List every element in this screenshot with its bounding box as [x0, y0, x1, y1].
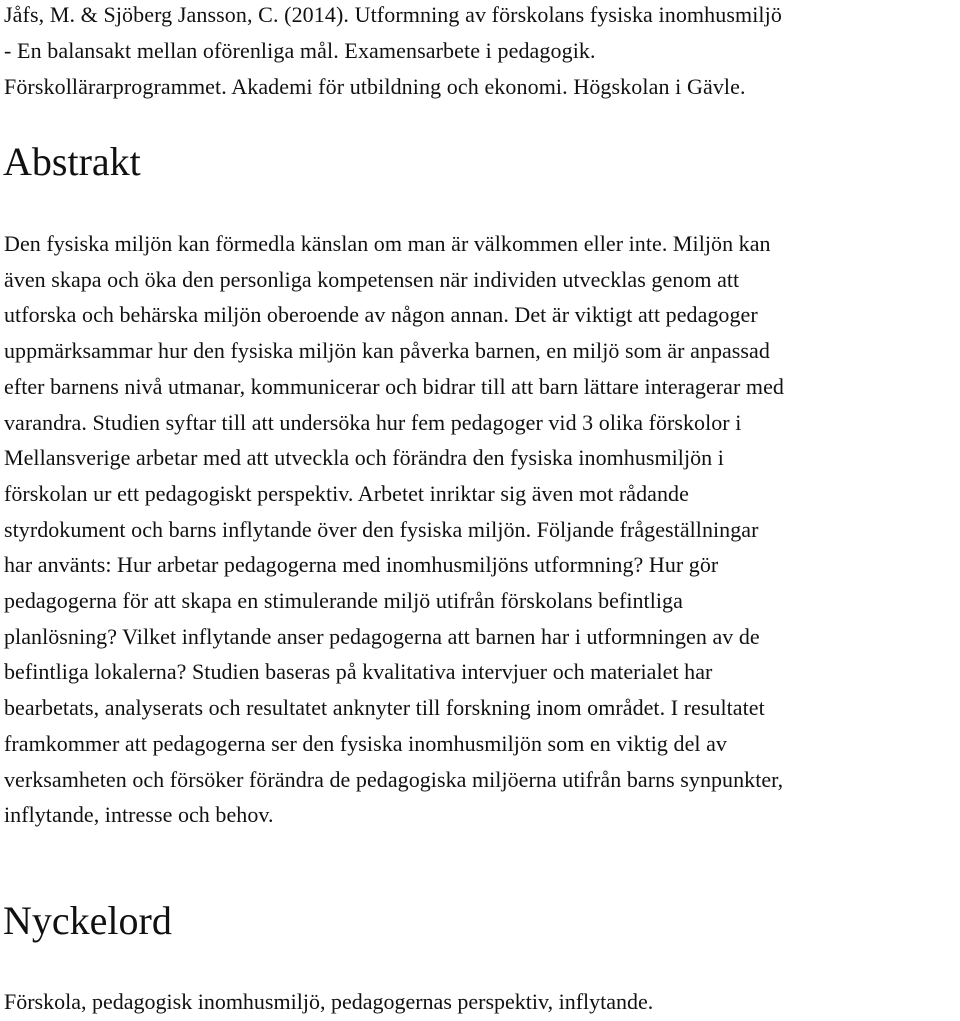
abstract-line: inflytande, intresse och behov. [4, 802, 274, 828]
abstract-line: pedagogerna för att skapa en stimulerande miljö utifrån förskolans befintliga [4, 588, 683, 614]
citation-line: - En balansakt mellan oförenliga mål. Examensarbete i pedagogik. [4, 38, 596, 63]
abstract-line: efter barnens nivå utmanar, kommunicerar och bidrar till att barn lättare interagerar med [4, 373, 784, 399]
abstract-line: befintliga lokalerna? Studien baseras på kvalitativa intervjuer och materialet har [4, 659, 713, 685]
abstract-line: Mellansverige arbetar med att utveckla och förändra den fysiska inomhusmiljön i [4, 445, 724, 471]
keywords-list: Förskola, pedagogisk inomhusmiljö, pedagogernas perspektiv, inflytande. [4, 989, 654, 1014]
keywords-heading: Nyckelord [3, 898, 172, 943]
citation-line: Förskollärarprogrammet. Akademi för utbildning och ekonomi. Högskolan i Gävle. [4, 74, 746, 99]
abstract-line: bearbetats, analyserats och resultatet anknyter till forskning inom området. I resultatet [4, 695, 765, 721]
abstract-line: varandra. Studien syftar till att undersöka hur fem pedagoger vid 3 olika förskolor i [4, 409, 742, 435]
abstract-line: även skapa och öka den personliga kompetensen när individen utvecklas genom att [4, 266, 740, 292]
abstract-line: verksamheten och försöker förändra de pedagogiska miljöerna utifrån barns synpunkter, [4, 766, 784, 792]
abstract-line: Den fysiska miljön kan förmedla känslan om man är välkommen eller inte. Miljön kan [4, 231, 771, 256]
abstract-line: planlösning? Vilket inflytande anser pedagogerna att barnen har i utformningen av de [4, 623, 760, 649]
citation-line: Jåfs, M. & Sjöberg Jansson, C. (2014). Utformning av förskolans fysiska inomhusmiljö [4, 2, 782, 27]
abstract-line: utforska och behärska miljön oberoende av någon annan. Det är viktigt att pedagoger [4, 302, 758, 328]
abstract-heading: Abstrakt [3, 139, 141, 184]
abstract-line: har använts: Hur arbetar pedagogerna med inomhusmiljöns utformning? Hur gör [4, 552, 719, 578]
abstract-line: uppmärksammar hur den fysiska miljön kan påverka barnen, en miljö som är anpassad [4, 338, 770, 364]
abstract-line: framkommer att pedagogerna ser den fysiska inomhusmiljön som en viktig del av [4, 730, 727, 756]
abstract-line: styrdokument och barns inflytande över den fysiska miljön. Följande frågeställningar [4, 516, 759, 542]
abstract-body [4, 226, 956, 833]
abstract-line: förskolan ur ett pedagogiskt perspektiv. Arbetet inriktar sig även mot rådande [4, 480, 689, 506]
citation [4, 0, 954, 105]
